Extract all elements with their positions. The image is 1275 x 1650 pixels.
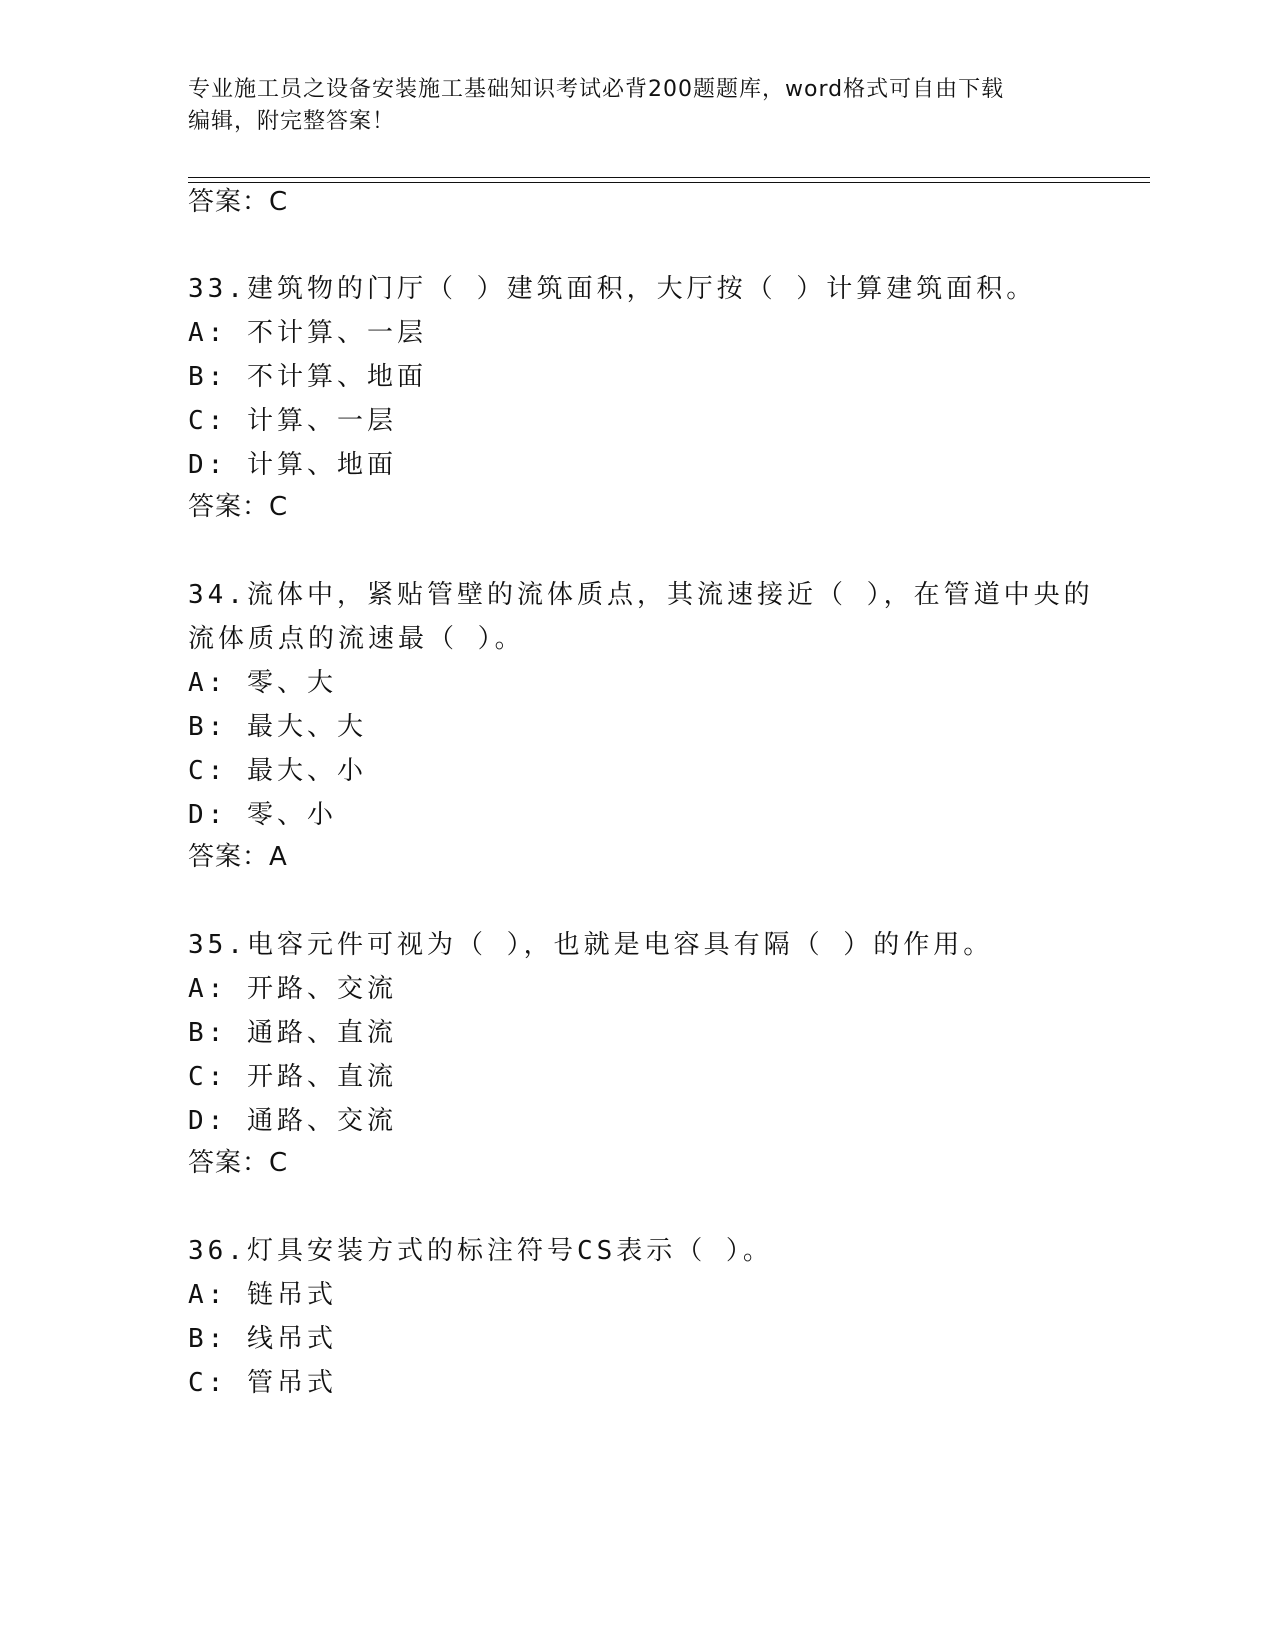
question-36-stem: 36.灯具安装方式的标注符号CS表示（ ）。 (188, 1236, 773, 1266)
question-34-stem-line-1: 34.流体中，紧贴管壁的流体质点，其流速接近（ ），在管道中央的 (188, 580, 1094, 610)
header-divider-bottom (188, 182, 1150, 183)
question-35-stem: 35.电容元件可视为（ ），也就是电容具有隔（ ）的作用。 (188, 930, 994, 960)
answer-line: 答案：C (188, 187, 289, 217)
question-33-answer: 答案：C (188, 492, 289, 522)
question-35-option-d: D: 通路、交流 (188, 1106, 397, 1136)
question-34-option-b: B: 最大、大 (188, 712, 367, 742)
question-36-option-c: C: 管吊式 (188, 1368, 337, 1398)
question-33-option-b: B: 不计算、地面 (188, 362, 427, 392)
header-line-2: 编辑，附完整答案！ (188, 109, 396, 134)
question-36-option-a: A: 链吊式 (188, 1280, 337, 1310)
header-line-1: 专业施工员之设备安装施工基础知识考试必背200题题库，word格式可自由下载 (188, 77, 1005, 102)
question-34-answer: 答案：A (188, 842, 288, 872)
question-34-option-c: C: 最大、小 (188, 756, 367, 786)
question-34-option-a: A: 零、大 (188, 668, 337, 698)
header-divider-top (188, 177, 1150, 178)
question-33-option-c: C: 计算、一层 (188, 406, 397, 436)
question-33-stem: 33.建筑物的门厅（ ）建筑面积，大厅按（ ）计算建筑面积。 (188, 274, 1037, 304)
question-35-option-c: C: 开路、直流 (188, 1062, 397, 1092)
question-33-option-d: D: 计算、地面 (188, 450, 397, 480)
question-35-answer: 答案：C (188, 1148, 289, 1178)
question-35-option-a: A: 开路、交流 (188, 974, 397, 1004)
question-35-option-b: B: 通路、直流 (188, 1018, 397, 1048)
question-33-option-a: A: 不计算、一层 (188, 318, 427, 348)
document-header (188, 74, 1068, 138)
question-34-option-d: D: 零、小 (188, 800, 337, 830)
question-34-stem-line-2: 流体质点的流速最（ ）。 (188, 624, 525, 654)
question-36-option-b: B: 线吊式 (188, 1324, 337, 1354)
